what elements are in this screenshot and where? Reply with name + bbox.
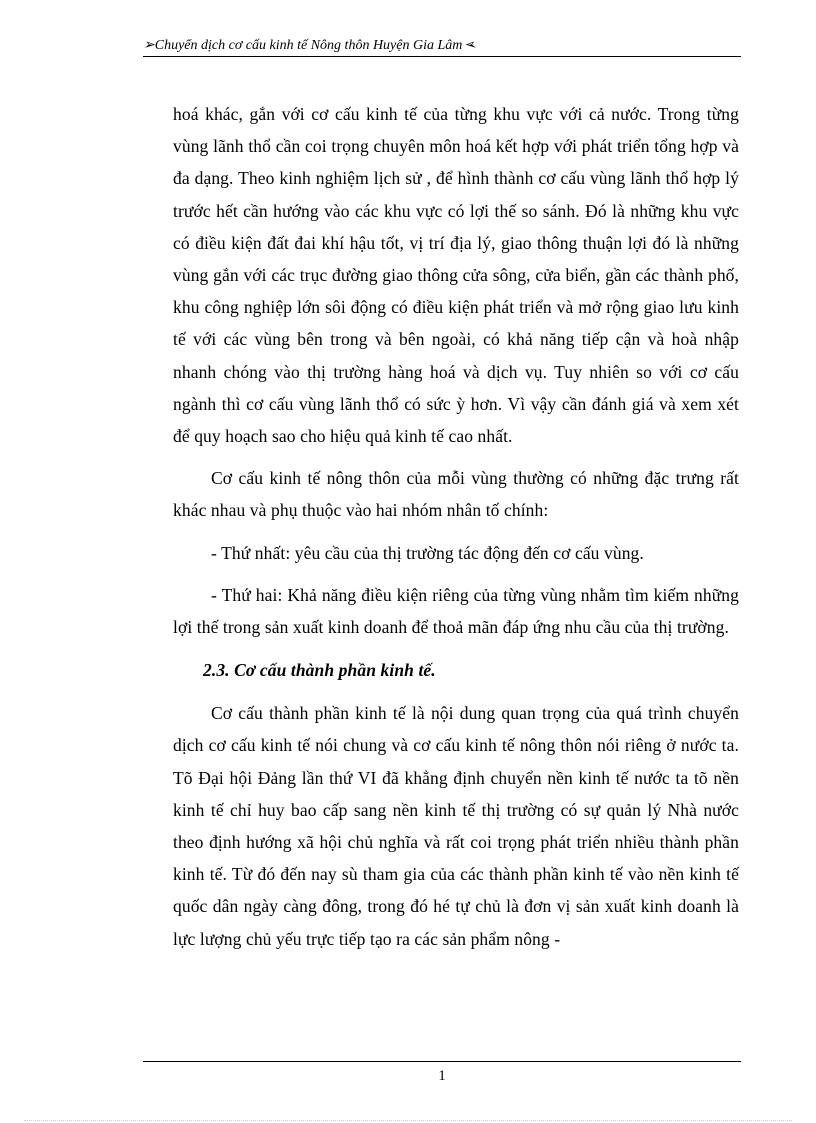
- footer-rule: [143, 1061, 741, 1062]
- header-arrow-right-icon: ➢: [465, 38, 478, 53]
- header-rule: [143, 56, 741, 57]
- body-text: [173, 98, 739, 955]
- header-arrow-left-icon: ➢: [143, 38, 155, 53]
- paragraph-continued: hoá khác, gắn với cơ cấu kinh tế của từng khu vực với cả nước. Trong từng vùng lãnh thổ cần coi trọng chuyên môn hoá kết hợp với phát triển tổng hợp và đa dạng. Theo kinh nghiệm lịch sử , để hình thành cơ cấu vùng lãnh thổ hợp lý trước hết cần hướng vào các khu vực có lợi thế so sánh. Đó là những khu vực có điều kiện đất đai khí hậu tốt, vị trí địa lý, giao thông thuận lợi đó là những vùng gắn với các trục đường giao thông cửa sông, cửa biển, gần các thành phố, khu công nghiệp lớn sôi động có điều kiện phát triển và mở rộng giao lưu kinh tế với các vùng bên trong và bên ngoài, có khả năng tiếp cận và hoà nhập nhanh chóng vào thị trường hàng hoá và dịch vụ. Tuy nhiên so với cơ cấu ngành thì cơ cấu vùng lãnh thổ có sức ỳ hơn. Vì vậy cần đánh giá và xem xét để quy hoạch sao cho hiệu quả kinh tế cao nhất.: [173, 104, 739, 447]
- list-item-first-factor: - Thứ nhất: yêu cầu của thị trường tác động đến cơ cấu vùng.: [211, 542, 644, 563]
- list-item-second-factor: - Thứ hai: Khả năng điều kiện riêng của từng vùng nhằm tìm kiếm những lợi thế trong sản xuất kinh doanh để thoả mãn đáp ứng nhu cầu của thị trường.: [173, 584, 739, 638]
- header-title: Chuyển dịch cơ cấu kinh tế Nông thôn Huyện Gia Lâm: [154, 38, 463, 53]
- paragraph-economic-sectors: Cơ cấu thành phần kinh tế là nội dung quan trọng của quá trình chuyển dịch cơ cấu kinh tế nói chung và cơ cấu kinh tế nông thôn nói riêng ở nước ta. Tõ Đại hội Đảng lần thứ VI đã khẳng định chuyển nền kinh tế nước ta tõ nền kinh tế chỉ huy bao cấp sang nền kinh tế thị trường có sự quản lý Nhà nước theo định hướng xã hội chủ nghĩa và rất coi trọng phát triển nhiều thành phần kinh tế. Từ đó đến nay sù tham gia của các thành phần kinh tế vào nền kinh tế quốc dân ngày càng đông, trong đó hé tự chủ là đơn vị sản xuất kinh doanh là lực lượng chủ yếu trực tiếp tạo ra các sản phẩm nông -: [173, 703, 739, 949]
- running-header: [143, 36, 741, 56]
- section-heading: 2.3. Cơ cấu thành phần kinh tế.: [203, 660, 436, 681]
- page-number: 1: [438, 1068, 446, 1084]
- paragraph-rural-structure: Cơ cấu kinh tế nông thôn của mỗi vùng thường có những đặc trưng rất khác nhau và phụ thuộc vào hai nhóm nhân tố chính:: [173, 468, 739, 521]
- page-edge-divider: [24, 1120, 792, 1121]
